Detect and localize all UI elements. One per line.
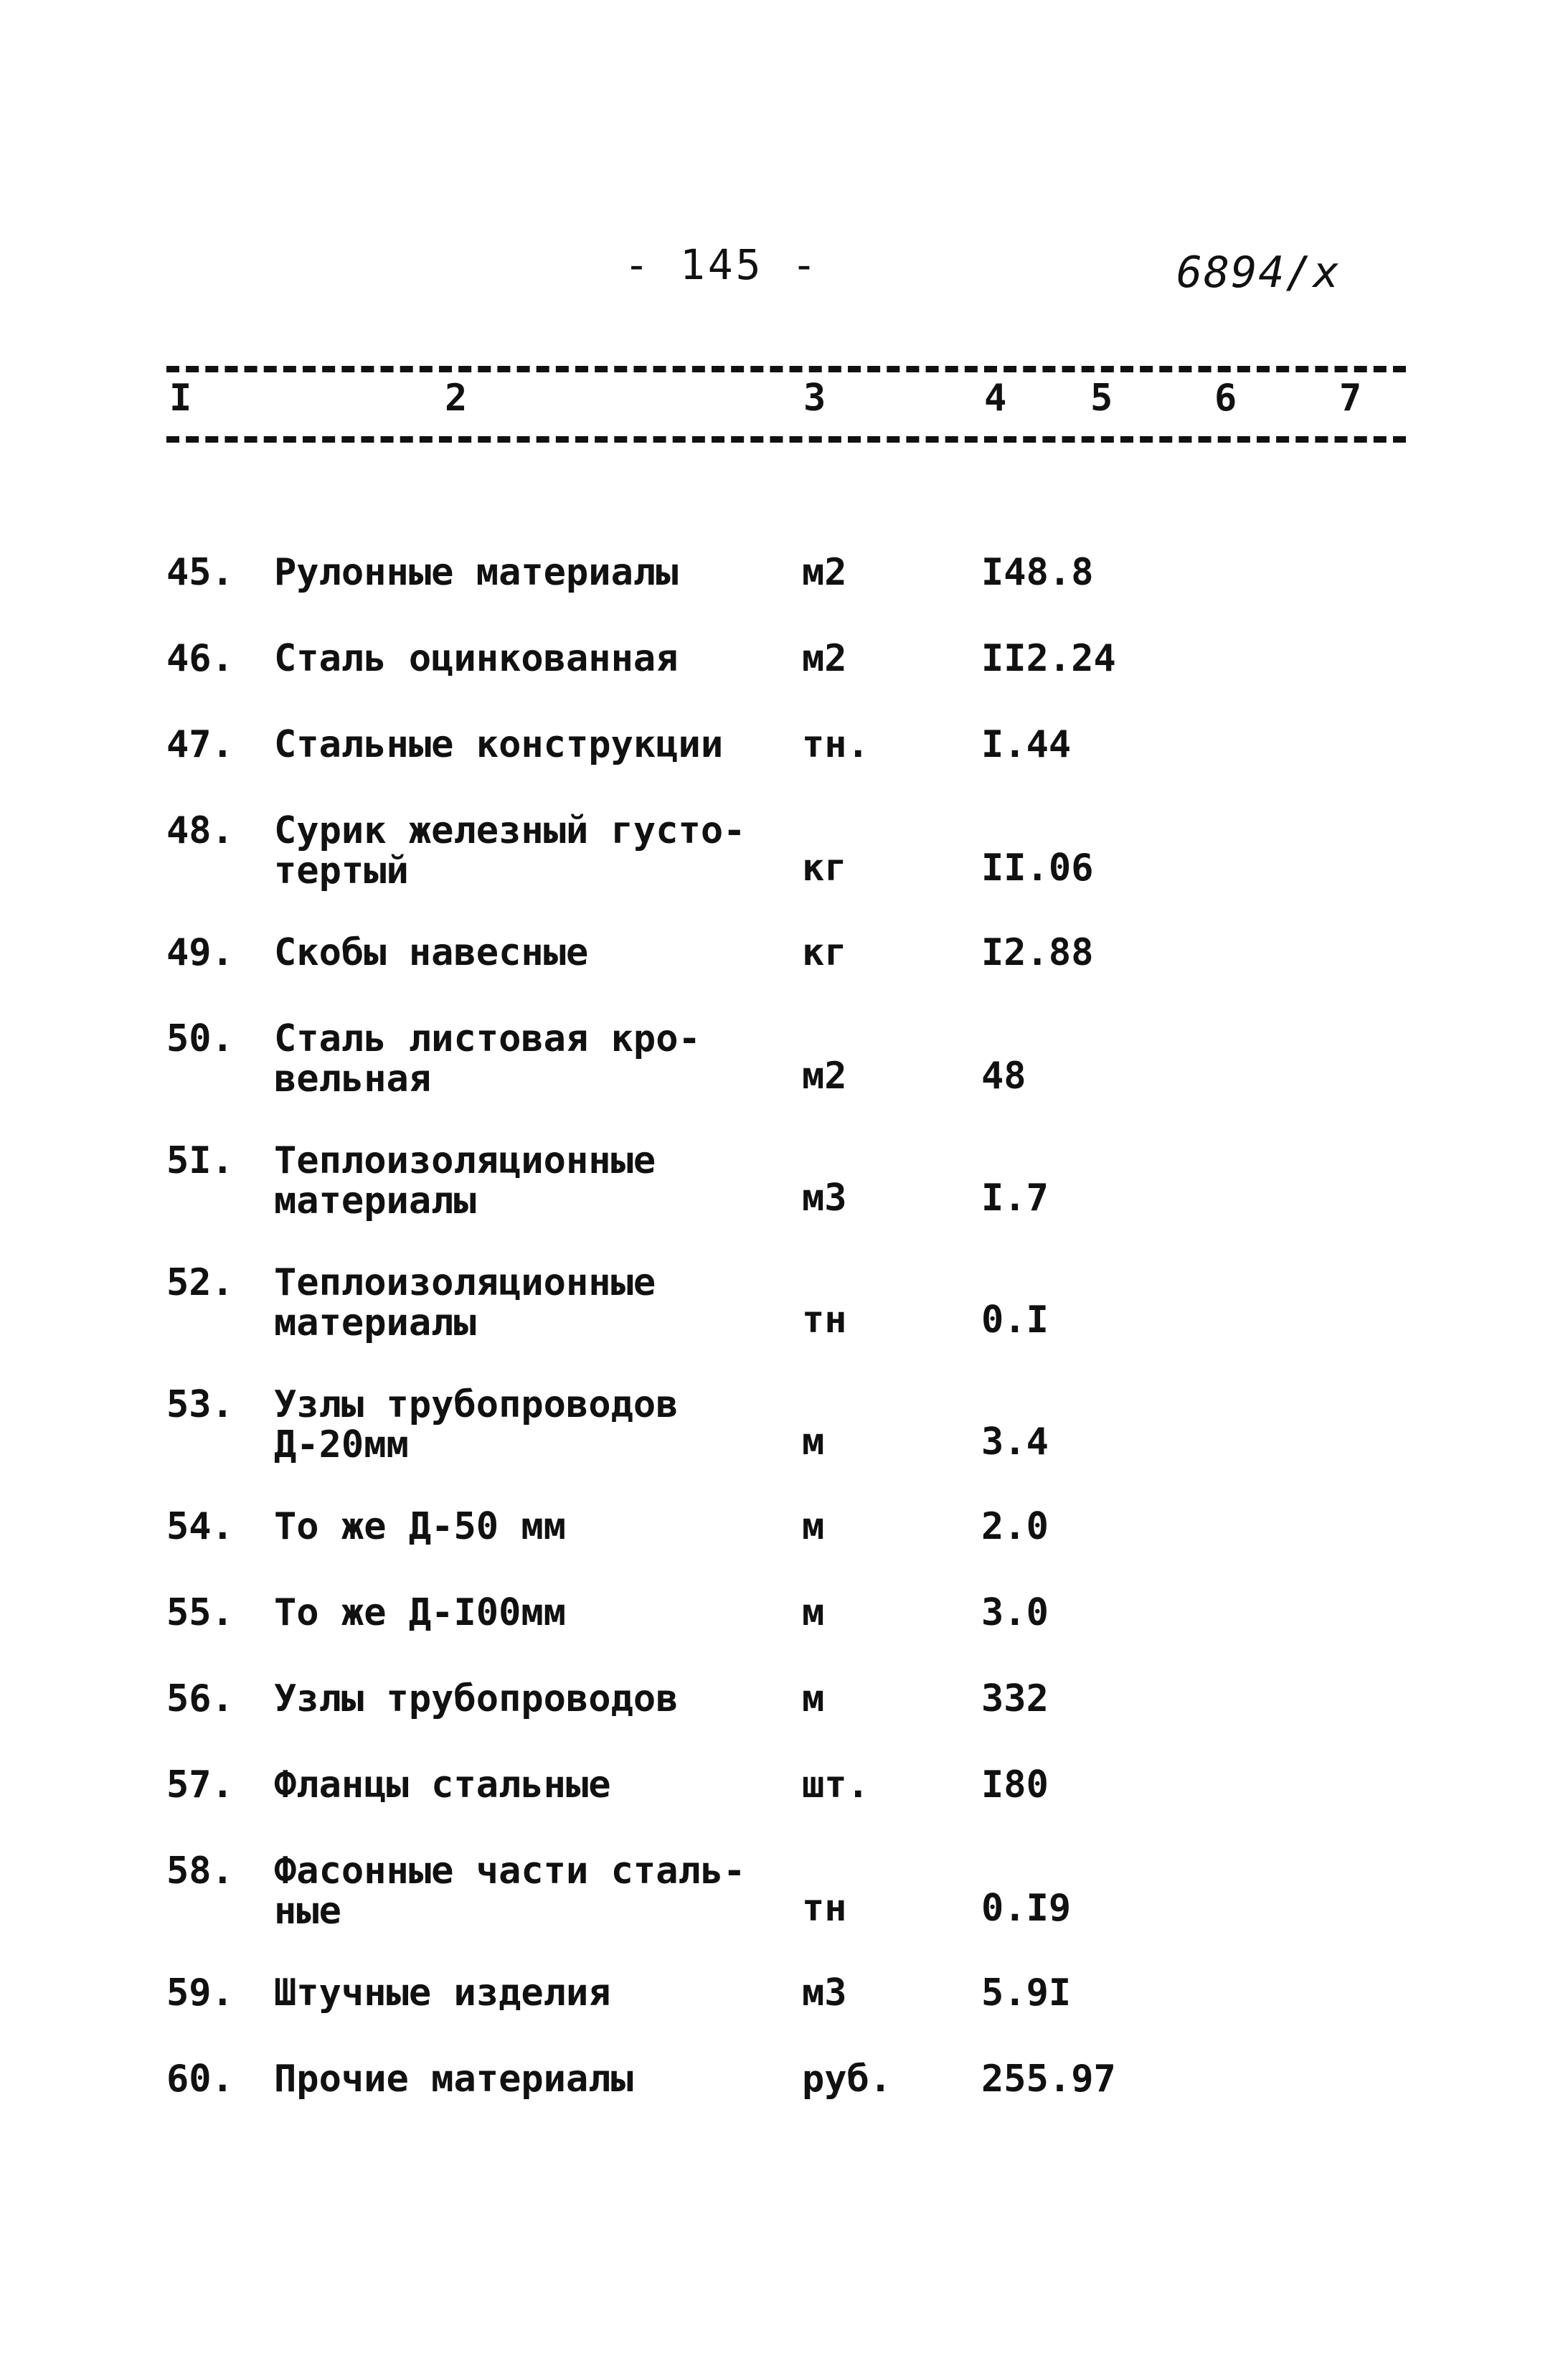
row-number: 57.: [166, 1763, 234, 1806]
material-name-line: вельная: [274, 1057, 432, 1101]
quantity-value: 332: [981, 1677, 1049, 1720]
unit-of-measure: м2: [802, 551, 847, 594]
row-number: 59.: [166, 1971, 234, 2015]
quantity-value: 0.I9: [981, 1887, 1072, 1930]
material-name-line: Штучные изделия: [274, 1971, 611, 2015]
material-name: [274, 1973, 776, 2013]
column-header-5: 5: [1090, 377, 1113, 420]
unit-of-measure: м2: [802, 637, 847, 680]
quantity-value: 5.9I: [981, 1971, 1072, 2015]
unit-of-measure: тн: [802, 1299, 847, 1342]
unit-of-measure: м: [802, 1677, 825, 1720]
quantity-value: 3.4: [981, 1420, 1049, 1464]
unit-of-measure: м3: [802, 1177, 847, 1220]
material-name-line: Сталь оцинкованная: [274, 637, 679, 680]
row-number: 58.: [166, 1850, 234, 1893]
unit-of-measure: м2: [802, 1055, 847, 1098]
unit-of-measure: тн.: [802, 723, 869, 766]
column-header-row: [0, 377, 1568, 427]
material-name: [274, 1851, 776, 1931]
material-name: [274, 725, 776, 765]
page-number: - 145 -: [624, 240, 820, 289]
material-name: [274, 1141, 776, 1221]
material-name-line: материалы: [274, 1301, 476, 1344]
column-header-2: 2: [445, 377, 468, 420]
row-number: 48.: [166, 809, 234, 852]
material-name: [274, 1019, 776, 1099]
quantity-value: II.06: [981, 847, 1094, 890]
column-header-1: I: [169, 377, 192, 420]
row-number: 60.: [166, 2058, 234, 2101]
quantity-value: II2.24: [981, 637, 1116, 680]
material-name-line: Узлы трубопроводов: [274, 1677, 679, 1720]
material-name: [274, 1593, 776, 1633]
row-number: 55.: [166, 1591, 234, 1634]
unit-of-measure: тн: [802, 1887, 847, 1930]
material-name-line: Теплоизоляционные: [274, 1139, 656, 1182]
material-name: [274, 552, 776, 593]
row-number: 52.: [166, 1261, 234, 1304]
material-name: [274, 933, 776, 973]
material-name: [274, 639, 776, 679]
unit-of-measure: м: [802, 1591, 825, 1634]
quantity-value: 48: [981, 1055, 1026, 1098]
material-name-line: Фланцы стальные: [274, 1763, 611, 1806]
unit-of-measure: шт.: [802, 1763, 869, 1806]
quantity-value: 3.0: [981, 1591, 1049, 1634]
row-number: 49.: [166, 931, 234, 974]
row-number: 5I.: [166, 1139, 234, 1182]
quantity-value: I.7: [981, 1177, 1049, 1220]
row-number: 54.: [166, 1505, 234, 1548]
unit-of-measure: кг: [802, 931, 847, 974]
material-name: [274, 811, 776, 891]
row-number: 50.: [166, 1017, 234, 1060]
material-name-line: Д-20мм: [274, 1423, 409, 1466]
material-name-line: Рулонные материалы: [274, 551, 679, 594]
unit-of-measure: м: [802, 1505, 825, 1548]
quantity-value: 255.97: [981, 2058, 1116, 2101]
material-name: [274, 1765, 776, 1805]
row-number: 45.: [166, 551, 234, 594]
quantity-value: I2.88: [981, 931, 1094, 974]
unit-of-measure: м3: [802, 1971, 847, 2015]
quantity-value: I48.8: [981, 551, 1094, 594]
material-name-line: тертый: [274, 849, 409, 892]
column-header-6: 6: [1214, 377, 1237, 420]
material-name: [274, 2059, 776, 2099]
quantity-value: 0.I: [981, 1299, 1049, 1342]
column-header-4: 4: [984, 377, 1007, 420]
column-header-3: 3: [803, 377, 826, 420]
material-name-line: Теплоизоляционные: [274, 1261, 656, 1304]
unit-of-measure: м: [802, 1420, 825, 1464]
material-name: [274, 1263, 776, 1343]
material-name-line: Сурик железный густо-: [274, 809, 746, 852]
header-bottom-rule: [166, 436, 1406, 443]
material-name: [274, 1679, 776, 1719]
row-number: 56.: [166, 1677, 234, 1720]
material-name: [274, 1385, 776, 1465]
row-number: 53.: [166, 1383, 234, 1426]
material-name-line: То же Д-I00мм: [274, 1591, 566, 1634]
quantity-value: I80: [981, 1763, 1049, 1806]
unit-of-measure: кг: [802, 847, 847, 890]
quantity-value: 2.0: [981, 1505, 1049, 1548]
material-name-line: Прочие материалы: [274, 2058, 633, 2101]
material-name-line: материалы: [274, 1179, 476, 1222]
material-name-line: Узлы трубопроводов: [274, 1383, 679, 1426]
header-top-rule: [166, 366, 1406, 372]
column-header-7: 7: [1339, 377, 1362, 420]
material-name-line: ные: [274, 1890, 341, 1933]
quantity-value: I.44: [981, 723, 1072, 766]
material-name: [274, 1507, 776, 1547]
row-number: 46.: [166, 637, 234, 680]
material-name-line: То же Д-50 мм: [274, 1505, 566, 1548]
material-name-line: Сталь листовая кро-: [274, 1017, 701, 1060]
document-code: 6894/x: [1176, 248, 1341, 298]
material-name-line: Фасонные части сталь-: [274, 1850, 746, 1893]
material-name-line: Скобы навесные: [274, 931, 589, 974]
material-name-line: Стальные конструкции: [274, 723, 724, 766]
unit-of-measure: руб.: [802, 2058, 892, 2101]
row-number: 47.: [166, 723, 234, 766]
